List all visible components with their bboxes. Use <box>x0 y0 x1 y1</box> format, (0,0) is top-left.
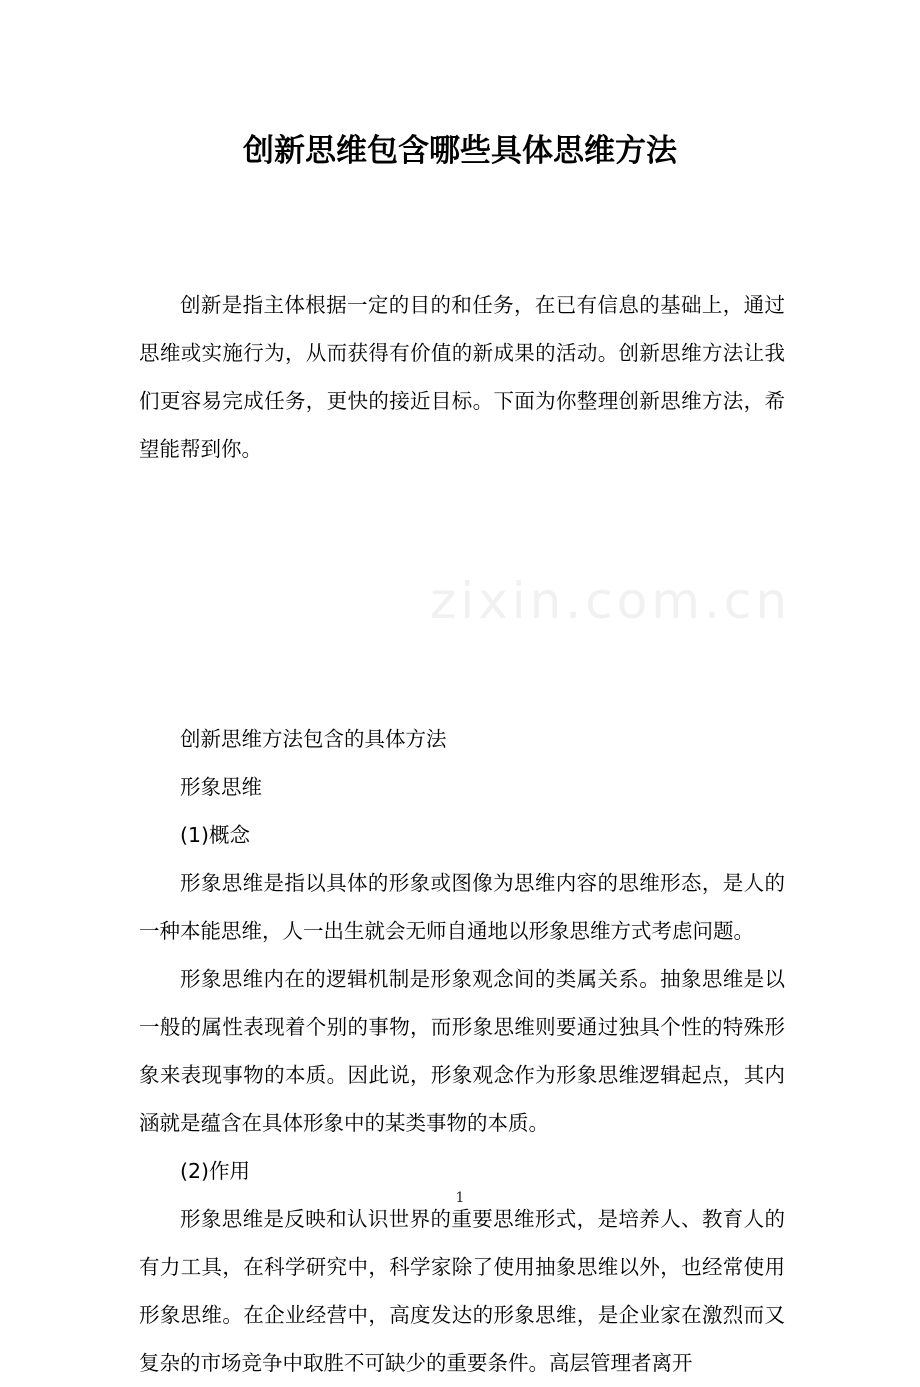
document-title: 创新思维包含哪些具体思维方法 <box>243 133 677 169</box>
paragraph: 创新是指主体根据一定的目的和任务，在已有信息的基础上，通过思维或实施行为，从而获得有价值的新成果的活动。创新思维方法让我们更容易完成任务，更快的接近目标。下面为你整理创新思维方法，希望能帮到你。 <box>139 293 785 461</box>
section-heading: 创新思维方法包含的具体方法 <box>180 727 447 751</box>
section-body <box>139 715 785 1387</box>
paragraph: 形象思维是指以具体的形象或图像为思维内容的思维形态，是人的一种本能思维，人一出生就会无师自通地以形象思维方式考虑问题。 <box>139 871 785 943</box>
page-number: 1 <box>455 1190 465 1206</box>
item-heading: (2)作用 <box>180 1159 251 1183</box>
watermark: zixin.com.cn <box>430 572 792 630</box>
item-heading: (1)概念 <box>180 823 251 847</box>
paragraph: 形象思维是反映和认识世界的重要思维形式，是培养人、教育人的有力工具，在科学研究中，科学家除了使用抽象思维以外，也经常使用形象思维。在企业经营中，高度发达的形象思维，是企业家在激烈而又复杂的市场竞争中取胜不可缺少的重要条件。高层管理者离开 <box>139 1207 785 1375</box>
intro-paragraph <box>139 281 785 473</box>
paragraph: 形象思维内在的逻辑机制是形象观念间的类属关系。抽象思维是以一般的属性表现着个别的事物，而形象思维则要通过独具个性的特殊形象来表现事物的本质。因此说，形象观念作为形象思维逻辑起点，其内涵就是蕴含在具体形象中的某类事物的本质。 <box>139 967 785 1135</box>
subsection-heading: 形象思维 <box>180 775 262 799</box>
